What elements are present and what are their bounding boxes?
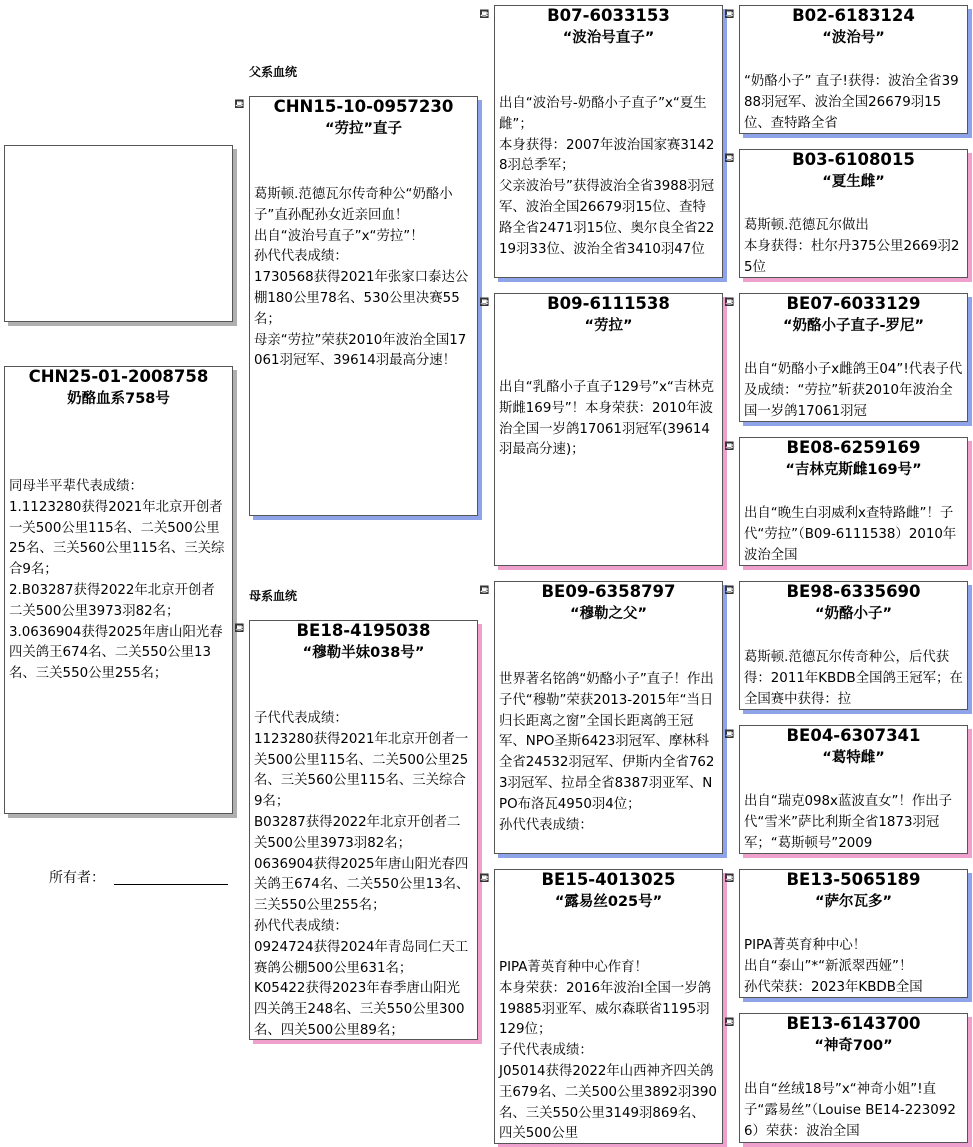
gp-sire-dam-name: “劳拉” bbox=[584, 318, 633, 334]
ggp-name: “波治号” bbox=[822, 30, 885, 46]
ggp-card-7 bbox=[739, 869, 968, 998]
ggp-desc: 葛斯顿.范德瓦尔传奇种公，后代获得：2011年KBDB全国鸽王冠军；在全国赛中获得：拉 bbox=[744, 650, 963, 707]
subject-ring: CHN25-01-2008758 bbox=[28, 367, 209, 386]
paint-bucket-icon[interactable]: ⛾ bbox=[724, 727, 735, 742]
ggp-ring: BE04-6307341 bbox=[786, 726, 921, 745]
ggp-ring: BE07-6033129 bbox=[786, 294, 921, 313]
ggp-card-3 bbox=[739, 293, 968, 422]
ggp-desc: PIPA菁英育种中心！ 出自“泰山”*“新派翠西娅”！ 孙代荣获：2023年KBDB全国 bbox=[744, 938, 923, 995]
owner-label: 所有者： bbox=[49, 870, 105, 886]
gp-sire-dam-card bbox=[494, 293, 723, 566]
gp-dam-dam-name: “露易丝025号” bbox=[554, 894, 663, 910]
paint-bucket-icon[interactable]: ⛾ bbox=[234, 621, 245, 636]
gp-dam-dam-ring: BE15-4013025 bbox=[541, 870, 676, 889]
ggp-name: “奶酪小子” bbox=[814, 606, 893, 622]
ggp-name: “奶酪小子直子-罗尼” bbox=[782, 318, 925, 334]
gp-dam-sire-ring: BE09-6358797 bbox=[541, 582, 676, 601]
gp-sire-sire-desc: 出自“波治号-奶酪小子直子”x“夏生雌”； 本身获得：2007年波治国家赛31428羽总季军； 父亲波治号”获得波治全省3988羽冠军、波治全国26679羽15位、查特路全省2471羽15位、奥尔良全省2219羽33位、波治全省3410羽47位 bbox=[499, 96, 715, 257]
paint-bucket-icon[interactable]: ⛾ bbox=[724, 871, 735, 886]
ggp-name: “葛特雌” bbox=[822, 750, 885, 766]
paint-bucket-icon[interactable]: ⛾ bbox=[724, 7, 735, 22]
sire-name: “劳拉”直子 bbox=[324, 121, 403, 137]
paint-bucket-icon[interactable]: ⛾ bbox=[479, 295, 490, 310]
ggp-card-4 bbox=[739, 437, 968, 566]
ggp-card-8 bbox=[739, 1013, 968, 1143]
paint-bucket-icon[interactable]: ⛾ bbox=[479, 871, 490, 886]
dam-name: “穆勒半妹038号” bbox=[302, 645, 425, 661]
paint-bucket-icon[interactable]: ⛾ bbox=[724, 1015, 735, 1030]
gp-sire-sire-card bbox=[494, 5, 723, 278]
photo-frame bbox=[4, 145, 233, 322]
ggp-card-1 bbox=[739, 5, 968, 134]
ggp-card-2 bbox=[739, 149, 968, 278]
gp-dam-sire-card bbox=[494, 581, 723, 854]
paint-bucket-icon[interactable]: ⛾ bbox=[234, 97, 245, 112]
paint-bucket-icon[interactable]: ⛾ bbox=[724, 295, 735, 310]
gp-sire-sire-name: “波治号直子” bbox=[562, 30, 655, 46]
dam-desc: 子代代表成绩： 1123280获得2021年北京开创者一关500公里115名、二关500公里25名、三关560公里115名、三关综合9名； B03287获得2022年北京开创者二关500公里3973羽82名； 0636904获得2025年唐山阳光春四关鸽王674名、二关550公里13名、三关550公里255名； 孙代代表成绩： 0924724获得2024年青岛同仁天工赛鸽公棚500公里631名； K05422获得2023年春季唐山阳光四关鸽王248名、三关550公里300名、四关500公里89名； bbox=[254, 711, 470, 1038]
ggp-ring: B02-6183124 bbox=[792, 6, 915, 25]
ggp-name: “吉林克斯雌169号” bbox=[785, 462, 922, 478]
paint-bucket-icon[interactable]: ⛾ bbox=[724, 583, 735, 598]
paint-bucket-icon[interactable]: ⛾ bbox=[479, 7, 490, 22]
ggp-desc: 出自“瑞克098x蓝波直女”！作出子代“雪米”萨比利斯全省1873羽冠军；“葛斯顿号”2009 bbox=[744, 794, 953, 851]
dam-ring: BE18-4195038 bbox=[296, 621, 431, 640]
ggp-ring: BE08-6259169 bbox=[786, 438, 921, 457]
gp-sire-dam-desc: 出自“乳酪小子直子129号”x“吉林克斯雌169号”！本身荣获：2010年波治全国一岁鸽17061羽冠军(39614羽最高分速)； bbox=[499, 380, 714, 458]
gp-dam-dam-desc: PIPA菁英育种中心作育！ 本身荣获：2016年波治I全国一岁鸽19885羽亚军、威尔森联省1195羽129位； 子代代表成绩： J05014获得2022年山西神齐四关鸽王679名、二关500公里3892羽390名、三关550公里3149羽869名、四关500公里 bbox=[499, 960, 717, 1142]
ggp-desc: 出自“丝绒18号”x“神奇小姐”!直子“露易丝”（Louise BE14-2230926）荣获：波治全国 bbox=[744, 1082, 956, 1139]
ggp-desc: 出自“晚生白羽威利x查特路雌”！子代“劳拉”（B09-6111538）2010年波治全国 bbox=[744, 506, 957, 563]
ggp-desc: 葛斯顿.范德瓦尔做出 本身获得：杜尔丹375公里2669羽25位 bbox=[744, 218, 960, 275]
ggp-card-6 bbox=[739, 725, 968, 854]
ggp-ring: B03-6108015 bbox=[792, 150, 915, 169]
sire-line-label: 父系血统 bbox=[249, 65, 298, 79]
ggp-desc: 出自“奶酪小子x雌鸽王04”!代表子代及成绩：“劳拉”斩获2010年波治全国一岁鸽17061羽冠 bbox=[744, 362, 963, 419]
gp-sire-dam-ring: B09-6111538 bbox=[547, 294, 670, 313]
owner-field[interactable] bbox=[114, 884, 228, 885]
dam-card bbox=[249, 620, 478, 1040]
ggp-name: “夏生雌” bbox=[822, 174, 885, 190]
paint-bucket-icon[interactable]: ⛾ bbox=[724, 151, 735, 166]
sire-ring: CHN15-10-0957230 bbox=[273, 97, 454, 116]
ggp-name: “萨尔瓦多” bbox=[814, 894, 893, 910]
gp-sire-sire-ring: B07-6033153 bbox=[547, 6, 670, 25]
sire-card bbox=[249, 96, 478, 516]
dam-line-label: 母系血统 bbox=[249, 589, 298, 603]
ggp-ring: BE13-6143700 bbox=[786, 1014, 921, 1033]
sire-desc: 葛斯顿.范德瓦尔传奇种公“奶酪小子”直孙配孙女近亲回血！ 出自“波治号直子”x“劳拉”！ 孙代代表成绩： 1730568获得2021年张家口泰达公棚180公里78名、530公里决赛55名； 母亲“劳拉”荣获2010年波治全国17061羽冠军、39614羽最高分速！ bbox=[254, 187, 469, 369]
ggp-desc: “奶酪小子” 直子!获得：波治全省3988羽冠军、波治全国26679羽15位、查特路全省 bbox=[744, 74, 959, 131]
ggp-ring: BE98-6335690 bbox=[786, 582, 921, 601]
subject-card bbox=[4, 366, 233, 814]
ggp-ring: BE13-5065189 bbox=[786, 870, 921, 889]
subject-desc: 同母半平辈代表成绩： 1.1123280获得2021年北京开创者一关500公里115名、二关500公里25名、三关560公里115名、三关综合9名； 2.B03287获得2022年北京开创者二关500公里3973羽82名； 3.0636904获得2025年唐山阳光春四关鸽王674名、二关550公里13名、三关550公里255名； bbox=[9, 479, 225, 682]
gp-dam-sire-name: “穆勒之父” bbox=[569, 606, 648, 622]
subject-name: 奶酪血系758号 bbox=[67, 391, 170, 407]
paint-bucket-icon[interactable]: ⛾ bbox=[724, 439, 735, 454]
gp-dam-sire-desc: 世界著名铭鸽“奶酪小子”直子！作出子代“穆勒”荣获2013-2015年“当日归长距离之窗”全国长距离鸽王冠军、NPO圣斯6423羽冠军、摩林科全省24532羽冠军、伊斯内全省7623羽冠军、拉昂全省8387羽亚军、NPO布洛瓦4950羽4位； 孙代代表成绩： bbox=[499, 672, 715, 833]
gp-dam-dam-card bbox=[494, 869, 723, 1144]
paint-bucket-icon[interactable]: ⛾ bbox=[479, 583, 490, 598]
ggp-card-5 bbox=[739, 581, 968, 710]
ggp-name: “神奇700” bbox=[814, 1038, 893, 1054]
